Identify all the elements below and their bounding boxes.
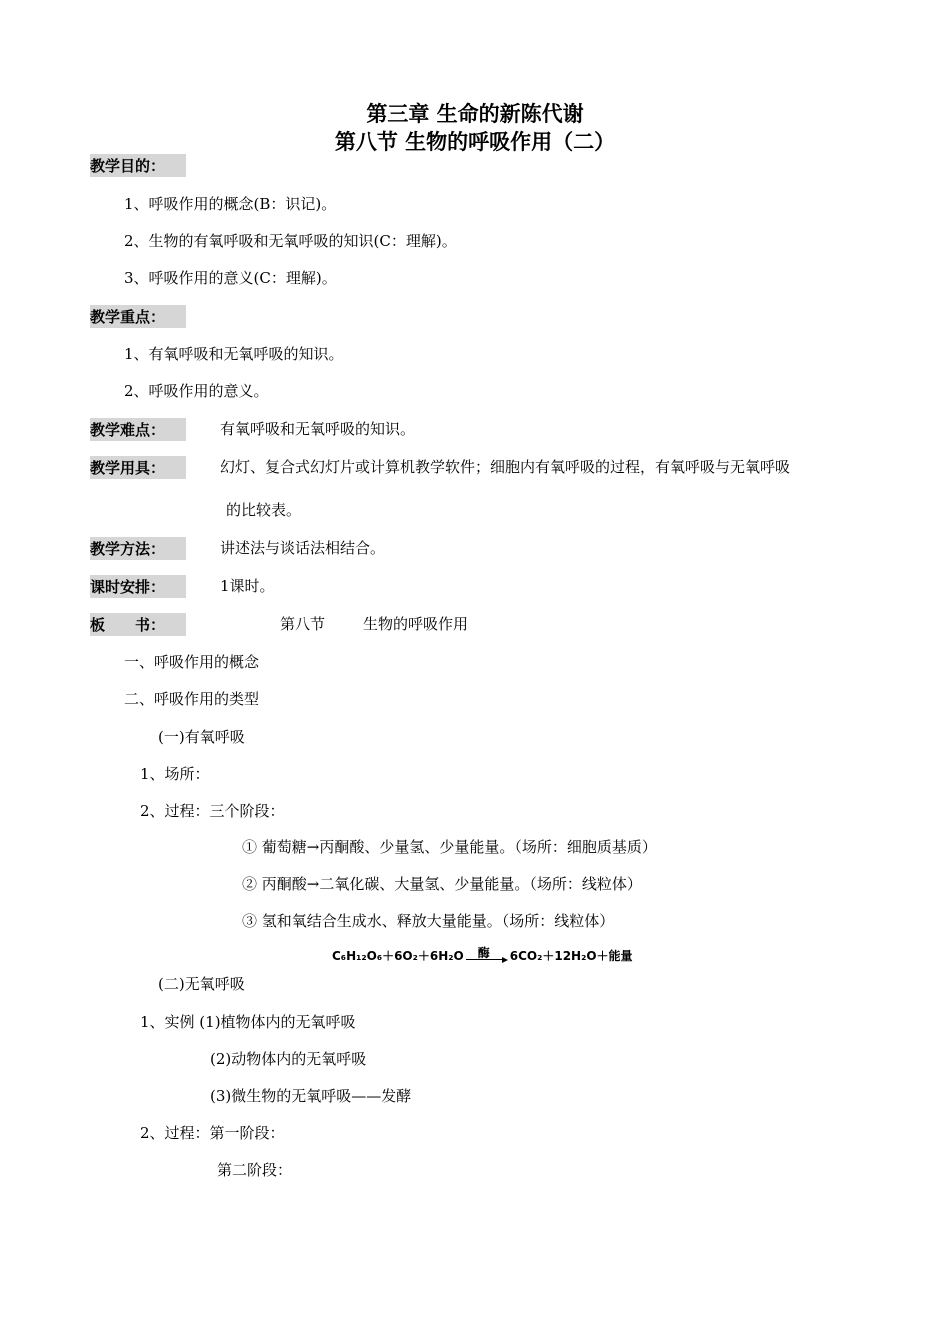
- objective-item: 2、生物的有氧呼吸和无氧呼吸的知识(C：理解)。: [124, 232, 457, 250]
- enzyme-label: 酶: [477, 946, 490, 960]
- schedule-text: 1课时。: [220, 577, 275, 595]
- board-label: 板 书：: [90, 613, 186, 636]
- chapter-title: 第三章 生命的新陈代谢: [366, 102, 584, 126]
- aerobic-place: 1、场所：: [140, 765, 210, 783]
- equation-products: 6CO₂＋12H₂O＋能量: [509, 949, 633, 963]
- aerobic-equation: [332, 947, 633, 964]
- key-point-item: 1、有氧呼吸和无氧呼吸的知识。: [124, 345, 344, 363]
- aerobic-process: 2、过程：三个阶段：: [140, 802, 285, 820]
- anaerobic-heading: (二)无氧呼吸: [158, 975, 245, 993]
- aerobic-heading: (一)有氧呼吸: [158, 728, 245, 746]
- reaction-arrow-icon: [466, 948, 508, 964]
- anaerobic-process-stage2: 第二阶段：: [217, 1161, 293, 1179]
- aerobic-stage: ② 丙酮酸→二氧化碳、大量氢、少量能量。（场所：线粒体）: [242, 875, 642, 893]
- anaerobic-example: (2)动物体内的无氧呼吸: [210, 1050, 367, 1068]
- tools-label: 教学用具：: [90, 456, 186, 479]
- section-title: 第八节 生物的呼吸作用（二）: [334, 130, 616, 154]
- equation-reactants: C₆H₁₂O₆＋6O₂＋6H₂O: [332, 949, 464, 963]
- anaerobic-example: (3)微生物的无氧呼吸——发酵: [210, 1087, 412, 1105]
- schedule-label: 课时安排：: [90, 575, 186, 598]
- anaerobic-process-stage1: 2、过程：第一阶段：: [140, 1124, 285, 1142]
- difficulties-label: 教学难点：: [90, 418, 186, 441]
- objective-item: 1、呼吸作用的概念(B：识记)。: [124, 195, 337, 213]
- board-concept: 一、呼吸作用的概念: [124, 653, 260, 671]
- objective-item: 3、呼吸作用的意义(C：理解)。: [124, 269, 337, 287]
- aerobic-stage: ① 葡萄糖→丙酮酸、少量氢、少量能量。（场所：细胞质基质）: [242, 838, 657, 856]
- objectives-label: 教学目的：: [90, 154, 186, 177]
- methods-text: 讲述法与谈话法相结合。: [220, 539, 386, 557]
- key-point-item: 2、呼吸作用的意义。: [124, 382, 269, 400]
- tools-text-line2: 的比较表。: [226, 501, 302, 519]
- board-types: 二、呼吸作用的类型: [124, 690, 260, 708]
- board-heading-topic: 生物的呼吸作用: [363, 615, 469, 633]
- difficulties-text: 有氧呼吸和无氧呼吸的知识。: [220, 420, 416, 438]
- tools-text-line1: 幻灯、复合式幻灯片或计算机教学软件；细胞内有氧呼吸的过程，有氧呼吸与无氧呼吸: [220, 458, 791, 476]
- aerobic-stage: ③ 氢和氧结合生成水、释放大量能量。（场所：线粒体）: [242, 912, 615, 930]
- key-points-label: 教学重点：: [90, 305, 186, 328]
- board-heading-section: 第八节: [280, 615, 326, 633]
- methods-label: 教学方法：: [90, 537, 186, 560]
- anaerobic-example: 1、实例 (1)植物体内的无氧呼吸: [140, 1013, 356, 1031]
